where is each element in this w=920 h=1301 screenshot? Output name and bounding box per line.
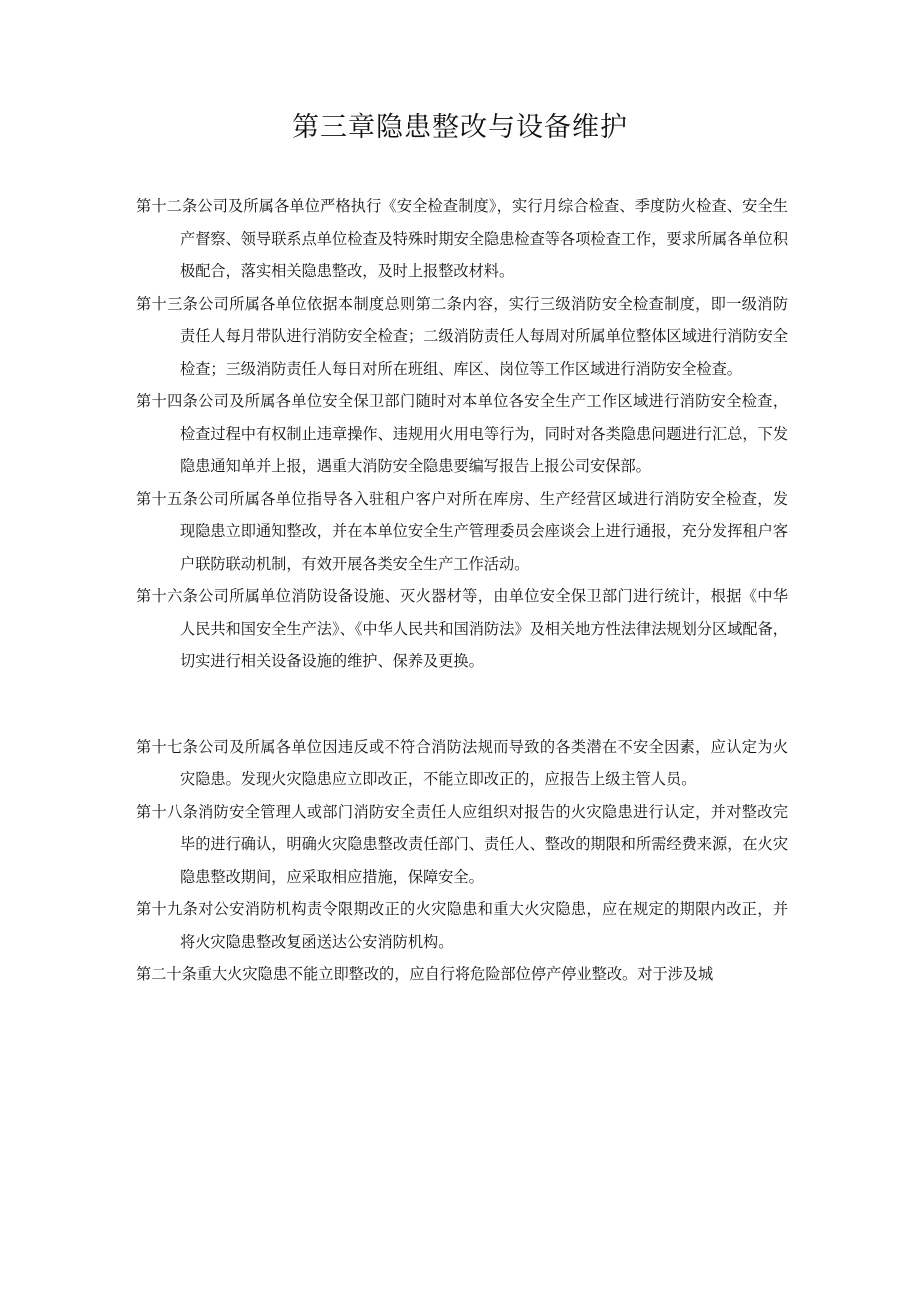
article-19: 第十九条对公安消防机构责令限期改正的火灾隐患和重大火灾隐患，应在规定的期限内改正，并将火灾隐患整改复函送达公安消防机构。	[136, 900, 788, 951]
article-12: 第十二条公司及所属各单位严格执行《安全检查制度》，实行月综合检查、季度防火检查、安全生产督察、领导联系点单位检查及特殊时期安全隐患检查等各项检查工作，要求所属各单位积极配合，落实相关隐患整改，及时上报整改材料。	[136, 197, 788, 280]
chapter-title: 第三章隐患整改与设备维护	[292, 112, 628, 143]
section-gap	[136, 678, 788, 731]
article-20: 第二十条重大火灾隐患不能立即整改的，应自行将危险部位停产停业整改。对于涉及城	[136, 965, 714, 983]
article-16: 第十六条公司所属单位消防设备设施、灭火器材等，由单位安全保卫部门进行统计，根据《中华人民共和国安全生产法》、《中华人民共和国消防法》及相关地方性法律法规划分区域配备，切实进行相关设备设施的维护、保养及更换。	[136, 587, 788, 670]
article-18: 第十八条消防安全管理人或部门消防安全责任人应组织对报告的火灾隐患进行认定，并对整改完毕的进行确认，明确火灾隐患整改责任部门、责任人、整改的期限和所需经费来源，在火灾隐患整改期间，应采取相应措施，保障安全。	[136, 802, 788, 886]
article-17: 第十七条公司及所属各单位因违反或不符合消防法规而导致的各类潜在不安全因素，应认定为火灾隐患。发现火灾隐患应立即改正，不能立即改正的，应报告上级主管人员。	[136, 737, 788, 788]
article-list	[136, 190, 788, 991]
article-13: 第十三条公司所属各单位依据本制度总则第二条内容，实行三级消防安全检查制度，即一级消防责任人每月带队进行消防安全检查；二级消防责任人每周对所属单位整体区域进行消防安全检查；三级消防责任人每日对所在班组、库区、岗位等工作区域进行消防安全检查。	[136, 294, 788, 378]
article-14: 第十四条公司及所属各单位安全保卫部门随时对本单位各安全生产工作区域进行消防安全检查，检查过程中有权制止违章操作、违规用火用电等行为，同时对各类隐患问题进行汇总，下发隐患通知单并上报，遇重大消防安全隐患要编写报告上报公司安保部。	[136, 392, 788, 475]
article-15: 第十五条公司所属各单位指导各入驻租户客户对所在库房、生产经营区域进行消防安全检查，发现隐患立即通知整改，并在本单位安全生产管理委员会座谈会上进行通报，充分发挥租户客户联防联动机制，有效开展各类安全生产工作活动。	[136, 489, 788, 573]
